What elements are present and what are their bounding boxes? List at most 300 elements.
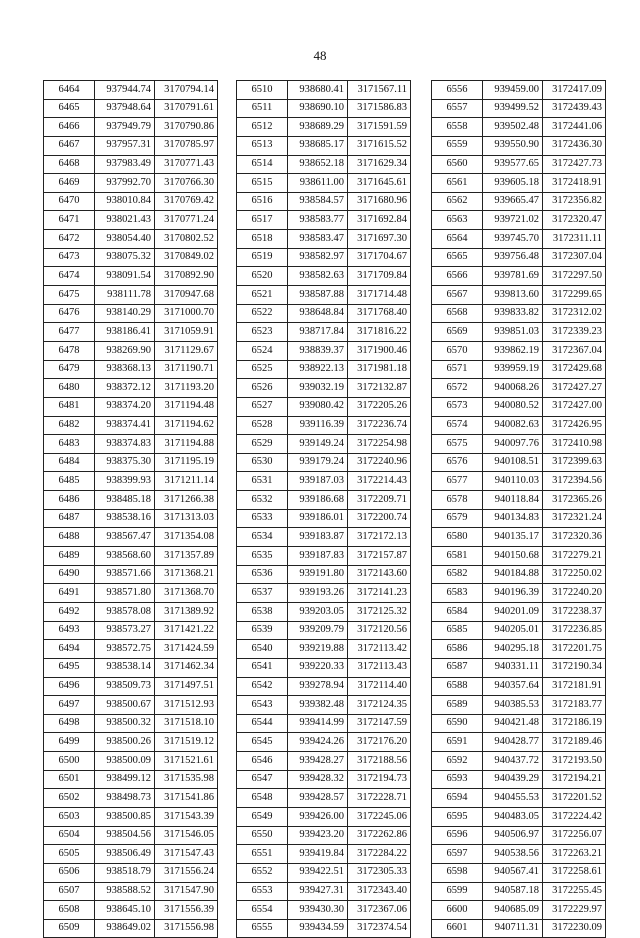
table-row <box>237 584 411 603</box>
point-number-cell: 6538 <box>237 602 288 621</box>
point-number-cell: 6514 <box>237 155 288 174</box>
x-coordinate-cell: 939502.48 <box>483 118 543 137</box>
point-number-cell: 6535 <box>237 547 288 566</box>
table-row <box>432 845 606 864</box>
table-row <box>44 341 218 360</box>
x-coordinate-cell: 940097.76 <box>483 435 543 454</box>
x-coordinate-cell: 938538.14 <box>95 658 155 677</box>
table-row <box>44 863 218 882</box>
table-row <box>237 602 411 621</box>
table-row <box>432 211 606 230</box>
x-coordinate-cell: 940295.18 <box>483 640 543 659</box>
point-number-cell: 6512 <box>237 118 288 137</box>
table-row <box>432 640 606 659</box>
x-coordinate-cell: 940331.11 <box>483 658 543 677</box>
x-coordinate-cell: 939428.27 <box>288 752 348 771</box>
point-number-cell: 6506 <box>44 863 95 882</box>
x-coordinate-cell: 940110.03 <box>483 472 543 491</box>
x-coordinate-cell: 939426.00 <box>288 807 348 826</box>
point-number-cell: 6566 <box>432 267 483 286</box>
x-coordinate-cell: 938186.41 <box>95 323 155 342</box>
y-coordinate-cell: 3170790.86 <box>155 118 218 137</box>
x-coordinate-cell: 939721.02 <box>483 211 543 230</box>
point-number-cell: 6529 <box>237 435 288 454</box>
point-number-cell: 6485 <box>44 472 95 491</box>
y-coordinate-cell: 3171556.39 <box>155 901 218 920</box>
x-coordinate-cell: 938649.02 <box>95 919 155 938</box>
y-coordinate-cell: 3172418.91 <box>543 174 606 193</box>
table-row <box>237 248 411 267</box>
x-coordinate-cell: 939428.32 <box>288 770 348 789</box>
x-coordinate-cell: 939186.68 <box>288 491 348 510</box>
table-row <box>237 397 411 416</box>
y-coordinate-cell: 3171266.38 <box>155 491 218 510</box>
table-row <box>44 584 218 603</box>
y-coordinate-cell: 3172320.47 <box>543 211 606 230</box>
x-coordinate-cell: 938690.10 <box>288 99 348 118</box>
y-coordinate-cell: 3171709.84 <box>348 267 411 286</box>
coordinate-table-2 <box>236 80 411 938</box>
point-number-cell: 6546 <box>237 752 288 771</box>
y-coordinate-cell: 3172427.27 <box>543 379 606 398</box>
table-row <box>44 304 218 323</box>
y-coordinate-cell: 3172190.34 <box>543 658 606 677</box>
table-row <box>432 714 606 733</box>
y-coordinate-cell: 3172343.40 <box>348 882 411 901</box>
point-number-cell: 6563 <box>432 211 483 230</box>
table-row <box>237 807 411 826</box>
x-coordinate-cell: 939193.26 <box>288 584 348 603</box>
x-coordinate-cell: 938500.67 <box>95 696 155 715</box>
x-coordinate-cell: 939032.19 <box>288 379 348 398</box>
y-coordinate-cell: 3172374.54 <box>348 919 411 938</box>
y-coordinate-cell: 3171462.34 <box>155 658 218 677</box>
point-number-cell: 6517 <box>237 211 288 230</box>
x-coordinate-cell: 940421.48 <box>483 714 543 733</box>
table-row <box>237 547 411 566</box>
table-row <box>432 379 606 398</box>
table-row <box>432 696 606 715</box>
point-number-cell: 6543 <box>237 696 288 715</box>
x-coordinate-cell: 940357.64 <box>483 677 543 696</box>
point-number-cell: 6534 <box>237 528 288 547</box>
y-coordinate-cell: 3171190.71 <box>155 360 218 379</box>
x-coordinate-cell: 938500.32 <box>95 714 155 733</box>
x-coordinate-cell: 938500.26 <box>95 733 155 752</box>
x-coordinate-cell: 940082.63 <box>483 416 543 435</box>
point-number-cell: 6496 <box>44 677 95 696</box>
x-coordinate-cell: 939833.82 <box>483 304 543 323</box>
table-row <box>44 640 218 659</box>
point-number-cell: 6515 <box>237 174 288 193</box>
y-coordinate-cell: 3170785.97 <box>155 136 218 155</box>
point-number-cell: 6553 <box>237 882 288 901</box>
x-coordinate-cell: 940150.68 <box>483 547 543 566</box>
point-number-cell: 6526 <box>237 379 288 398</box>
point-number-cell: 6544 <box>237 714 288 733</box>
point-number-cell: 6477 <box>44 323 95 342</box>
x-coordinate-cell: 938648.84 <box>288 304 348 323</box>
y-coordinate-cell: 3172114.40 <box>348 677 411 696</box>
x-coordinate-cell: 940135.17 <box>483 528 543 547</box>
point-number-cell: 6465 <box>44 99 95 118</box>
point-number-cell: 6467 <box>44 136 95 155</box>
y-coordinate-cell: 3172426.95 <box>543 416 606 435</box>
point-number-cell: 6530 <box>237 453 288 472</box>
point-number-cell: 6502 <box>44 789 95 808</box>
point-number-cell: 6598 <box>432 863 483 882</box>
y-coordinate-cell: 3171567.11 <box>348 81 411 100</box>
table-row <box>44 379 218 398</box>
y-coordinate-cell: 3172238.37 <box>543 602 606 621</box>
y-coordinate-cell: 3172429.68 <box>543 360 606 379</box>
point-number-cell: 6568 <box>432 304 483 323</box>
y-coordinate-cell: 3172194.73 <box>348 770 411 789</box>
y-coordinate-cell: 3172339.23 <box>543 323 606 342</box>
x-coordinate-cell: 938588.52 <box>95 882 155 901</box>
table-row <box>44 677 218 696</box>
table-row <box>44 547 218 566</box>
x-coordinate-cell: 938140.29 <box>95 304 155 323</box>
x-coordinate-cell: 939209.79 <box>288 621 348 640</box>
x-coordinate-cell: 938091.54 <box>95 267 155 286</box>
point-number-cell: 6567 <box>432 286 483 305</box>
point-number-cell: 6549 <box>237 807 288 826</box>
x-coordinate-cell: 939862.19 <box>483 341 543 360</box>
x-coordinate-cell: 938374.41 <box>95 416 155 435</box>
x-coordinate-cell: 937957.31 <box>95 136 155 155</box>
point-number-cell: 6524 <box>237 341 288 360</box>
table-row <box>237 882 411 901</box>
table-row <box>44 658 218 677</box>
y-coordinate-cell: 3170791.61 <box>155 99 218 118</box>
point-number-cell: 6594 <box>432 789 483 808</box>
y-coordinate-cell: 3171543.39 <box>155 807 218 826</box>
point-number-cell: 6483 <box>44 435 95 454</box>
x-coordinate-cell: 938567.47 <box>95 528 155 547</box>
y-coordinate-cell: 3171629.34 <box>348 155 411 174</box>
y-coordinate-cell: 3171547.43 <box>155 845 218 864</box>
x-coordinate-cell: 938375.30 <box>95 453 155 472</box>
x-coordinate-cell: 938010.84 <box>95 192 155 211</box>
point-number-cell: 6472 <box>44 230 95 249</box>
y-coordinate-cell: 3171497.51 <box>155 677 218 696</box>
y-coordinate-cell: 3171586.83 <box>348 99 411 118</box>
table-row <box>432 136 606 155</box>
x-coordinate-cell: 939781.69 <box>483 267 543 286</box>
point-number-cell: 6555 <box>237 919 288 938</box>
point-number-cell: 6475 <box>44 286 95 305</box>
x-coordinate-cell: 938578.08 <box>95 602 155 621</box>
point-number-cell: 6487 <box>44 509 95 528</box>
point-number-cell: 6464 <box>44 81 95 100</box>
y-coordinate-cell: 3171421.22 <box>155 621 218 640</box>
x-coordinate-cell: 938582.97 <box>288 248 348 267</box>
table-row <box>44 472 218 491</box>
table-row <box>237 230 411 249</box>
table-row <box>432 174 606 193</box>
y-coordinate-cell: 3172194.21 <box>543 770 606 789</box>
table-row <box>237 118 411 137</box>
y-coordinate-cell: 3172245.06 <box>348 807 411 826</box>
table-row <box>432 360 606 379</box>
x-coordinate-cell: 940439.29 <box>483 770 543 789</box>
x-coordinate-cell: 939187.83 <box>288 547 348 566</box>
point-number-cell: 6519 <box>237 248 288 267</box>
x-coordinate-cell: 938582.63 <box>288 267 348 286</box>
point-number-cell: 6593 <box>432 770 483 789</box>
x-coordinate-cell: 938583.77 <box>288 211 348 230</box>
x-coordinate-cell: 938680.41 <box>288 81 348 100</box>
y-coordinate-cell: 3172321.24 <box>543 509 606 528</box>
x-coordinate-cell: 938587.88 <box>288 286 348 305</box>
x-coordinate-cell: 938645.10 <box>95 901 155 920</box>
table-row <box>432 602 606 621</box>
point-number-cell: 6471 <box>44 211 95 230</box>
table-row <box>432 584 606 603</box>
table-row <box>237 323 411 342</box>
point-number-cell: 6591 <box>432 733 483 752</box>
x-coordinate-cell: 938485.18 <box>95 491 155 510</box>
table-row <box>432 752 606 771</box>
point-number-cell: 6478 <box>44 341 95 360</box>
y-coordinate-cell: 3172356.82 <box>543 192 606 211</box>
y-coordinate-cell: 3171354.08 <box>155 528 218 547</box>
y-coordinate-cell: 3172410.98 <box>543 435 606 454</box>
table-row <box>237 621 411 640</box>
point-number-cell: 6503 <box>44 807 95 826</box>
table-row <box>237 677 411 696</box>
table-row <box>237 640 411 659</box>
x-coordinate-cell: 940196.39 <box>483 584 543 603</box>
y-coordinate-cell: 3171697.30 <box>348 230 411 249</box>
x-coordinate-cell: 937944.74 <box>95 81 155 100</box>
table-row <box>432 901 606 920</box>
y-coordinate-cell: 3171768.40 <box>348 304 411 323</box>
table-row <box>44 696 218 715</box>
x-coordinate-cell: 938584.57 <box>288 192 348 211</box>
table-row <box>44 901 218 920</box>
point-number-cell: 6533 <box>237 509 288 528</box>
point-number-cell: 6508 <box>44 901 95 920</box>
x-coordinate-cell: 939187.03 <box>288 472 348 491</box>
point-number-cell: 6596 <box>432 826 483 845</box>
point-number-cell: 6564 <box>432 230 483 249</box>
point-number-cell: 6511 <box>237 99 288 118</box>
table-row <box>44 491 218 510</box>
table-row <box>432 118 606 137</box>
point-number-cell: 6595 <box>432 807 483 826</box>
x-coordinate-cell: 939422.51 <box>288 863 348 882</box>
y-coordinate-cell: 3172305.33 <box>348 863 411 882</box>
y-coordinate-cell: 3172113.43 <box>348 658 411 677</box>
y-coordinate-cell: 3172417.09 <box>543 81 606 100</box>
point-number-cell: 6492 <box>44 602 95 621</box>
point-number-cell: 6600 <box>432 901 483 920</box>
y-coordinate-cell: 3171981.18 <box>348 360 411 379</box>
table-row <box>432 789 606 808</box>
table-row <box>44 509 218 528</box>
table-row <box>237 304 411 323</box>
point-number-cell: 6569 <box>432 323 483 342</box>
table-row <box>44 919 218 938</box>
x-coordinate-cell: 937949.79 <box>95 118 155 137</box>
x-coordinate-cell: 940437.72 <box>483 752 543 771</box>
table-row <box>432 826 606 845</box>
x-coordinate-cell: 940205.01 <box>483 621 543 640</box>
y-coordinate-cell: 3171195.19 <box>155 453 218 472</box>
table-row <box>44 882 218 901</box>
point-number-cell: 6580 <box>432 528 483 547</box>
y-coordinate-cell: 3171816.22 <box>348 323 411 342</box>
x-coordinate-cell: 938500.85 <box>95 807 155 826</box>
y-coordinate-cell: 3172279.21 <box>543 547 606 566</box>
point-number-cell: 6479 <box>44 360 95 379</box>
x-coordinate-cell: 938689.29 <box>288 118 348 137</box>
x-coordinate-cell: 940567.41 <box>483 863 543 882</box>
table-row <box>237 789 411 808</box>
y-coordinate-cell: 3171313.03 <box>155 509 218 528</box>
x-coordinate-cell: 940201.09 <box>483 602 543 621</box>
x-coordinate-cell: 940506.97 <box>483 826 543 845</box>
x-coordinate-cell: 939434.59 <box>288 919 348 938</box>
x-coordinate-cell: 939428.57 <box>288 789 348 808</box>
x-coordinate-cell: 938572.75 <box>95 640 155 659</box>
table-row <box>44 789 218 808</box>
table-row <box>44 416 218 435</box>
x-coordinate-cell: 938518.79 <box>95 863 155 882</box>
point-number-cell: 6565 <box>432 248 483 267</box>
y-coordinate-cell: 3172240.20 <box>543 584 606 603</box>
table-row <box>44 435 218 454</box>
point-number-cell: 6597 <box>432 845 483 864</box>
table-row <box>237 733 411 752</box>
table-row <box>237 491 411 510</box>
y-coordinate-cell: 3171556.98 <box>155 919 218 938</box>
y-coordinate-cell: 3172262.86 <box>348 826 411 845</box>
y-coordinate-cell: 3171645.61 <box>348 174 411 193</box>
point-number-cell: 6586 <box>432 640 483 659</box>
table-row <box>432 658 606 677</box>
table-row <box>44 267 218 286</box>
x-coordinate-cell: 939430.30 <box>288 901 348 920</box>
table-row <box>237 714 411 733</box>
x-coordinate-cell: 938498.73 <box>95 789 155 808</box>
y-coordinate-cell: 3172399.63 <box>543 453 606 472</box>
table-row <box>44 826 218 845</box>
point-number-cell: 6481 <box>44 397 95 416</box>
x-coordinate-cell: 939423.20 <box>288 826 348 845</box>
point-number-cell: 6581 <box>432 547 483 566</box>
y-coordinate-cell: 3172394.56 <box>543 472 606 491</box>
y-coordinate-cell: 3170794.14 <box>155 81 218 100</box>
point-number-cell: 6513 <box>237 136 288 155</box>
point-number-cell: 6507 <box>44 882 95 901</box>
x-coordinate-cell: 938685.17 <box>288 136 348 155</box>
x-coordinate-cell: 937992.70 <box>95 174 155 193</box>
x-coordinate-cell: 938054.40 <box>95 230 155 249</box>
point-number-cell: 6576 <box>432 453 483 472</box>
table-row <box>432 919 606 938</box>
x-coordinate-cell: 938500.09 <box>95 752 155 771</box>
point-number-cell: 6528 <box>237 416 288 435</box>
y-coordinate-cell: 3170771.24 <box>155 211 218 230</box>
x-coordinate-cell: 939424.26 <box>288 733 348 752</box>
y-coordinate-cell: 3171704.67 <box>348 248 411 267</box>
point-number-cell: 6590 <box>432 714 483 733</box>
x-coordinate-cell: 940080.52 <box>483 397 543 416</box>
y-coordinate-cell: 3172143.60 <box>348 565 411 584</box>
y-coordinate-cell: 3170849.02 <box>155 248 218 267</box>
x-coordinate-cell: 939414.99 <box>288 714 348 733</box>
y-coordinate-cell: 3171512.93 <box>155 696 218 715</box>
y-coordinate-cell: 3172201.52 <box>543 789 606 808</box>
point-number-cell: 6601 <box>432 919 483 938</box>
y-coordinate-cell: 3171424.59 <box>155 640 218 659</box>
x-coordinate-cell: 938839.37 <box>288 341 348 360</box>
table-row <box>432 99 606 118</box>
x-coordinate-cell: 938568.60 <box>95 547 155 566</box>
point-number-cell: 6559 <box>432 136 483 155</box>
y-coordinate-cell: 3172254.98 <box>348 435 411 454</box>
y-coordinate-cell: 3171556.24 <box>155 863 218 882</box>
y-coordinate-cell: 3171389.92 <box>155 602 218 621</box>
y-coordinate-cell: 3171519.12 <box>155 733 218 752</box>
point-number-cell: 6560 <box>432 155 483 174</box>
y-coordinate-cell: 3172427.73 <box>543 155 606 174</box>
table-row <box>237 696 411 715</box>
table-row <box>432 323 606 342</box>
table-row <box>237 435 411 454</box>
y-coordinate-cell: 3171615.52 <box>348 136 411 155</box>
table-row <box>44 565 218 584</box>
table-row <box>44 752 218 771</box>
table-row <box>432 565 606 584</box>
table-row <box>44 397 218 416</box>
y-coordinate-cell: 3172205.26 <box>348 397 411 416</box>
table-row <box>44 528 218 547</box>
x-coordinate-cell: 939813.60 <box>483 286 543 305</box>
table-row <box>44 155 218 174</box>
point-number-cell: 6521 <box>237 286 288 305</box>
y-coordinate-cell: 3171194.48 <box>155 397 218 416</box>
x-coordinate-cell: 938399.93 <box>95 472 155 491</box>
y-coordinate-cell: 3172125.32 <box>348 602 411 621</box>
table-row <box>237 528 411 547</box>
point-number-cell: 6577 <box>432 472 483 491</box>
y-coordinate-cell: 3171193.20 <box>155 379 218 398</box>
y-coordinate-cell: 3171368.21 <box>155 565 218 584</box>
point-number-cell: 6531 <box>237 472 288 491</box>
y-coordinate-cell: 3171547.90 <box>155 882 218 901</box>
table-row <box>237 901 411 920</box>
x-coordinate-cell: 938922.13 <box>288 360 348 379</box>
x-coordinate-cell: 938506.49 <box>95 845 155 864</box>
y-coordinate-cell: 3172439.43 <box>543 99 606 118</box>
table-row <box>432 416 606 435</box>
point-number-cell: 6509 <box>44 919 95 938</box>
point-number-cell: 6539 <box>237 621 288 640</box>
table-row <box>432 733 606 752</box>
y-coordinate-cell: 3170771.43 <box>155 155 218 174</box>
x-coordinate-cell: 938374.20 <box>95 397 155 416</box>
table-row <box>44 192 218 211</box>
table-row <box>237 360 411 379</box>
x-coordinate-cell: 938573.27 <box>95 621 155 640</box>
table-row <box>237 136 411 155</box>
table-row <box>44 453 218 472</box>
table-row <box>432 192 606 211</box>
